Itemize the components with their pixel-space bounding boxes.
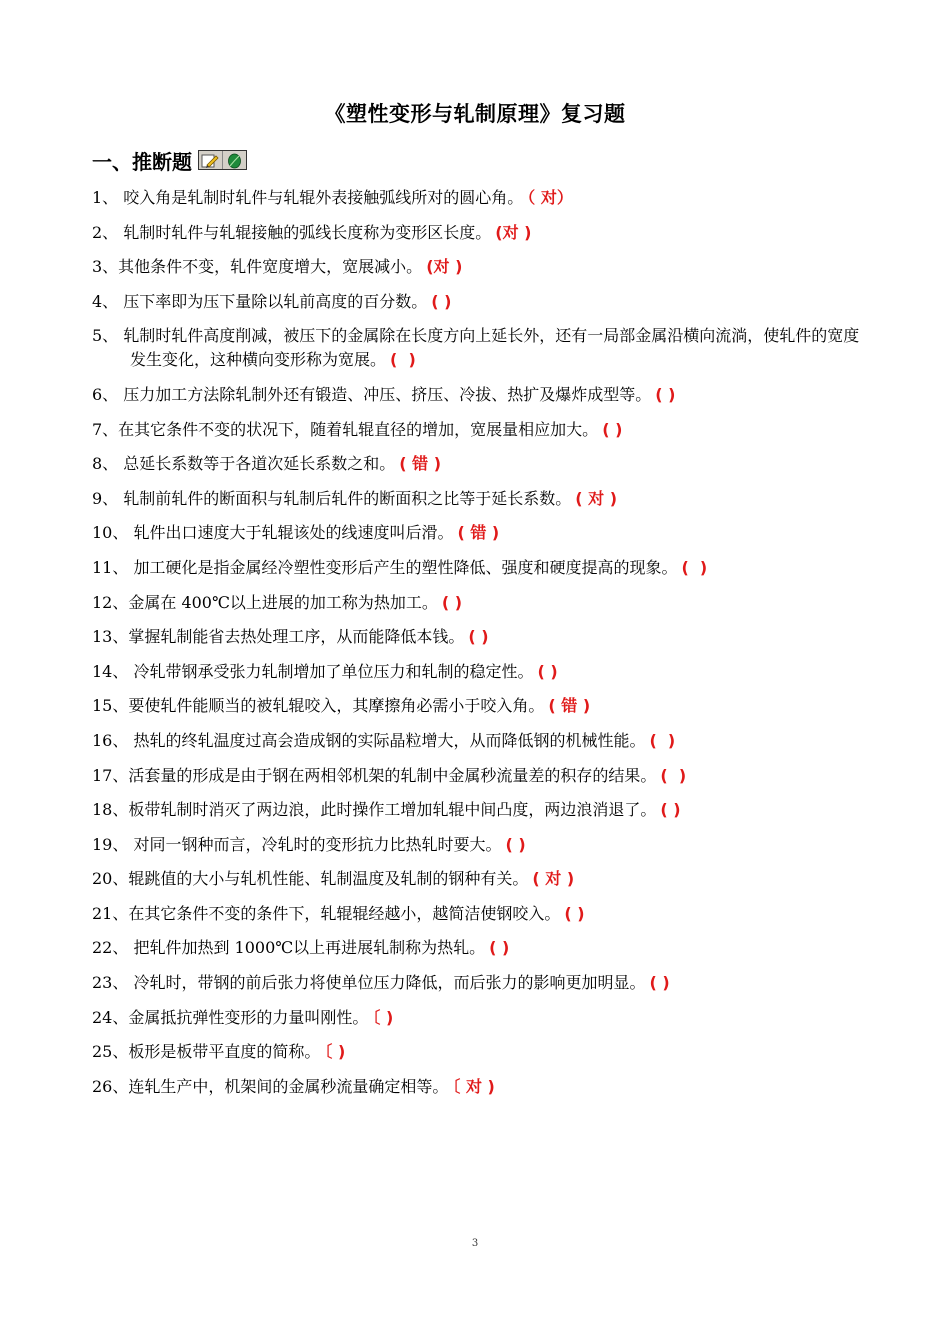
list-item: 16、 热轧的终轧温度过高会造成钢的实际晶粒增大，从而降低钢的机械性能。 ( ) xyxy=(92,730,676,750)
answer-mark: ( ) xyxy=(602,419,623,439)
answer-mark: ( ) xyxy=(681,557,708,577)
list-item: 12、金属在 400℃以上进展的加工称为热加工。 ( ) xyxy=(92,592,463,612)
answer-mark: ( ) xyxy=(468,627,489,647)
list-item: 11、 加工硬化是指金属经冷塑性变形后产生的塑性降低、强度和硬度提高的现象。 ( ) xyxy=(92,557,708,577)
list-item: 4、 压下率即为压下量除以轧前高度的百分数。 ( ) xyxy=(92,291,452,311)
list-item: 15、要使轧件能顺当的被轧辊咬入，其摩擦角必需小于咬入角。 ( 错 ) xyxy=(92,696,591,716)
answer-mark: ( ) xyxy=(564,903,585,923)
answer-mark: ( 对 ) xyxy=(575,488,618,508)
leaf-icon xyxy=(222,151,246,169)
question-list xyxy=(92,186,872,1109)
toolbar-icons xyxy=(198,150,247,170)
answer-mark: （ 对） xyxy=(527,188,573,207)
list-item: 3、其他条件不变，轧件宽度增大，宽展减小。 (对 ) xyxy=(92,257,463,277)
answer-mark: ( ) xyxy=(660,765,687,785)
list-item: 8、 总延长系数等于各道次延长系数之和。 ( 错 ) xyxy=(92,454,442,474)
answer-mark: ( 错 ) xyxy=(548,696,591,716)
section-heading xyxy=(92,146,247,174)
answer-mark: ( ) xyxy=(649,973,670,993)
list-item: 6、 压力加工方法除轧制外还有锻造、冲压、挤压、冷拔、热扩及爆炸成型等。 ( ) xyxy=(92,384,676,404)
list-item: 22、 把轧件加热到 1000℃以上再进展轧制称为热轧。 ( ) xyxy=(92,938,510,958)
answer-mark: ( ) xyxy=(649,730,676,750)
list-item: 13、掌握轧制能省去热处理工序，从而能降低本钱。 ( ) xyxy=(92,627,489,647)
answer-mark: 〔 对 ) xyxy=(452,1076,495,1096)
list-item: 7、在其它条件不变的状况下，随着轧辊直径的增加，宽展量相应加大。 ( ) xyxy=(92,419,623,439)
answer-mark: (对 ) xyxy=(495,222,532,242)
edit-icon xyxy=(199,151,222,169)
page-number: 3 xyxy=(471,1238,479,1249)
answer-mark: ( ) xyxy=(537,661,558,681)
list-item: 18、板带轧制时消灭了两边浪，此时操作工增加轧辊中间凸度，两边浪消退了。 ( ) xyxy=(92,800,681,820)
list-item: 23、 冷轧时，带钢的前后张力将使单位压力降低，而后张力的影响更加明显。 ( ) xyxy=(92,973,670,993)
list-item: 17、活套量的形成是由于钢在两相邻机架的轧制中金属秒流量差的积存的结果。 ( ) xyxy=(92,765,687,785)
list-item: 2、 轧制时轧件与轧辊接触的弧线长度称为变形区长度。 (对 ) xyxy=(92,222,532,242)
answer-mark: ( ) xyxy=(431,291,452,311)
list-item: 19、 对同一钢种而言，冷轧时的变形抗力比热轧时要大。 ( ) xyxy=(92,834,526,854)
list-item: 5、 轧制时轧件高度削减，被压下的金属除在长度方向上延长外，还有一局部金属沿横向流淌，使轧件的宽度发生变化，这种横向变形称为宽展。 ( ) xyxy=(92,326,860,370)
list-item: 24、金属抵抗弹性变形的力量叫刚性。 〔 ) xyxy=(92,1007,394,1027)
answer-mark: (对 ) xyxy=(426,257,463,277)
answer-mark: ( ) xyxy=(390,350,416,370)
answer-mark: ( ) xyxy=(660,800,681,820)
section-label: 一、推断题 xyxy=(92,149,192,174)
list-item: 1、 咬入角是轧制时轧件与轧辊外表接触弧线所对的圆心角。 （ 对） xyxy=(92,188,573,207)
answer-mark: 〔 ) xyxy=(324,1042,346,1062)
answer-mark: ( ) xyxy=(441,592,463,612)
list-item: 20、辊跳值的大小与轧机性能、轧制温度及轧制的钢种有关。 ( 对 ) xyxy=(92,869,575,889)
answer-mark: ( 错 ) xyxy=(399,454,442,474)
list-item: 26、连轧生产中，机架间的金属秒流量确定相等。 〔 对 ) xyxy=(92,1076,495,1096)
answer-mark: ( ) xyxy=(505,834,526,854)
answer-mark: ( ) xyxy=(655,384,676,404)
list-item: 21、在其它条件不变的条件下，轧辊辊经越小，越简洁使钢咬入。 ( ) xyxy=(92,903,585,923)
answer-mark: ( ) xyxy=(489,938,510,958)
list-item: 10、 轧件出口速度大于轧辊该处的线速度叫后滑。 ( 错 ) xyxy=(92,523,500,543)
answer-mark: 〔 ) xyxy=(372,1007,394,1027)
answer-mark: ( 错 ) xyxy=(457,523,500,543)
answer-mark: ( 对 ) xyxy=(532,869,575,889)
list-item: 14、 冷轧带钢承受张力轧制增加了单位压力和轧制的稳定性。 ( ) xyxy=(92,661,558,681)
document-title: 《塑性变形与轧制原理》复习题 xyxy=(324,102,626,126)
list-item: 25、板形是板带平直度的简称。 〔 ) xyxy=(92,1042,346,1062)
list-item: 9、 轧制前轧件的断面积与轧制后轧件的断面积之比等于延长系数。 ( 对 ) xyxy=(92,488,618,508)
